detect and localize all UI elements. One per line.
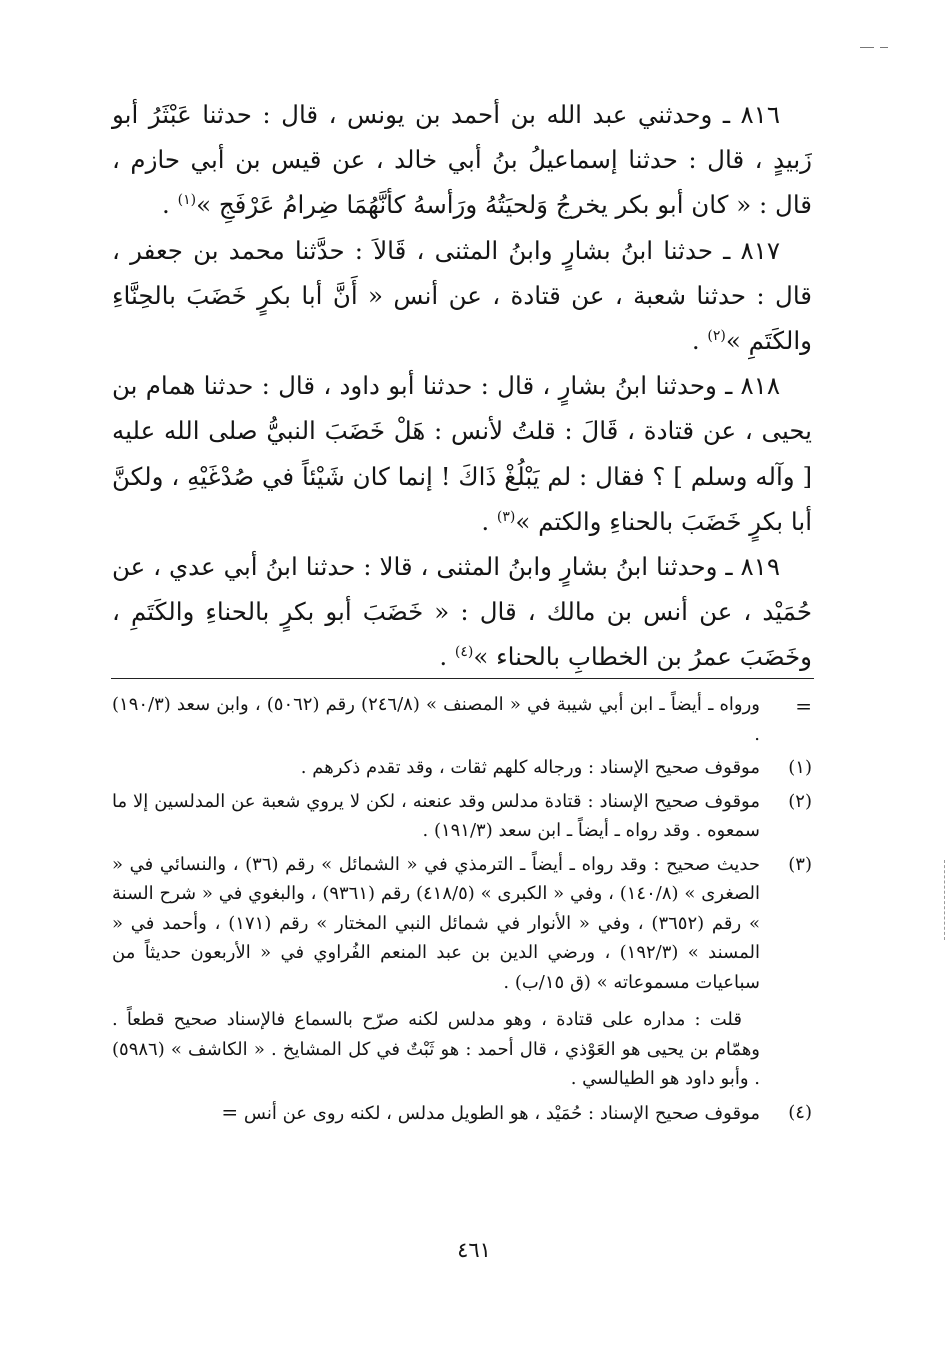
hadith-817 xyxy=(112,228,812,364)
footnote-label: (٣) xyxy=(788,853,812,875)
footnote-ref: (٤) xyxy=(454,644,474,661)
page-number: ٤٦١ xyxy=(457,1238,491,1262)
footnote-label: (٤) xyxy=(788,1101,812,1123)
hadith-816 xyxy=(112,92,812,228)
footnote-text: ورواه ـ أيضاً ـ ابن أبي شيبة في « المصنف » (٢٤٦/٨) رقم (٥٠٦٢) ، وابن سعد (١٩٠/٣) . xyxy=(112,694,760,745)
hadith-text: ٨١٩ ـ وحدثنا ابنُ بشارٍ وابنُ المثنى ، قالا : حدثنا ابنُ أبي عدي ، عن حُمَيْد ، عن أنس بن مالك ، قال : « خَضَبَ أبو بكرٍ بالحناءِ والكَتَمِ ، وخَضَبَ عمرُ بن الخطابِ بالحناء » xyxy=(112,552,812,672)
scan-edge-line xyxy=(944,860,945,940)
hadith-end: . xyxy=(691,326,708,356)
footnote-label: (٢) xyxy=(788,790,812,812)
footnote-1 xyxy=(112,753,812,783)
footnote-text: حديث صحيح : وقد رواه ـ أيضاً ـ الترمذي في « الشمائل » رقم (٣٦) ، والنسائي في « الصغرى » (١٤٠/٨) ، وفي « الكبرى » (٤١٨/٥) رقم (٩٣٦١) ، والبغوي في « شرح السنة » رقم (٣٦٥٢) ، وفي « الأنوار في شمائل النبي المختار » رقم (١٧١) ، وأحمد في « المسند » (١٩٢/٣) ، ورضي الدين بن عبد المنعم الفُراوي في « الأربعون حديثاً من سباعيات مسموعاته » (ق ١٥/ب) . xyxy=(112,853,761,993)
footnote-separator xyxy=(111,678,814,679)
scan-edge-mark xyxy=(860,47,874,48)
footnote-text: موقوف صحيح الإسناد : حُمَيْد ، هو الطويل مدلس ، لكنه روى عن أنس xyxy=(243,1102,760,1124)
footnote-3-note xyxy=(112,1005,812,1094)
hadith-end: . xyxy=(481,506,497,536)
hadith-text: ٨١٦ ـ وحدثني عبد الله بن أحمد بن يونس ، قال : حدثنا عَبْثَرُ أبو زَبيدٍ ، قال : حدثنا إسماعيلُ بنُ أبي خالد ، عن قيس بن أبي حازم ، قال : « كان أبو بكر يخرجُ وَلحيَتُهُ ورَأسهُ كأنَّهُمَا ضِرامُ عَرْفَجِ » xyxy=(112,100,812,220)
hadith-text: ٨١٧ ـ حدثنا ابنُ بشارٍ وابنُ المثنى ، قَالاَ : حدَّثنا محمد بن جعفر ، قال : حدثنا شعبة ، عن قتادة ، عن أنس « أَنَّ أبا بكرٍ خَضَبَ بالحِنَّاءِ والكَتَمِ » xyxy=(112,235,812,356)
scan-edge-mark xyxy=(880,47,888,48)
footnote-text: موقوف صحيح الإسناد : ورجاله كلهم ثقات ، وقد تقدم ذكرهم . xyxy=(300,757,760,778)
footnote-ref: (٣) xyxy=(496,508,516,525)
footnotes xyxy=(112,690,812,1132)
footnote-3 xyxy=(112,850,812,998)
continuation-marker: = xyxy=(221,1099,239,1124)
footnote-2 xyxy=(112,787,812,846)
hadith-end: . xyxy=(162,190,178,220)
footnote-ref: (١) xyxy=(177,192,197,209)
footnote-text: موقوف صحيح الإسناد : قتادة مدلس وقد عنعنه ، لكن لا يروي شعبة عن المدلسين إلا ما سمعوه . وقد رواه ـ أيضاً ـ ابن سعد (١٩١/٣) . xyxy=(112,790,760,841)
hadith-818 xyxy=(112,363,812,544)
main-text xyxy=(112,92,812,680)
footnote-label: (١) xyxy=(788,757,812,778)
footnote-note-text: قلت : مداره على قتادة ، وهو مدلس لكنه صرّح بالسماع فالإسناد صحيح قطعاً . وهمّام بن يحيى هو العَوْذي ، قال أحمد : هو ثَبْتٌ في كل المشايخ . « الكاشف » (٥٩٨٦) . وأبو داود هو الطيالسي . xyxy=(112,1009,760,1089)
hadith-text: ٨١٨ ـ وحدثنا ابنُ بشارٍ ، قال : حدثنا أبو داود ، قال : حدثنا همام بن يحيى ، عن قتادة ، قَالَ : قلتُ لأنس : هَلْ خَضَبَ النبيُّ صلى الله عليه [ وآله وسلم ] ؟ فقال : لم يَبْلُغْ ذَاكَ ! إنما كان شَيْئاً في صُدْغَيْهِ ، ولكنَّ أبا بكرٍ خَضَبَ بالحناءِ والكتم » xyxy=(112,371,812,536)
footnote-ref: (٢) xyxy=(707,327,726,344)
continuation-marker: = xyxy=(795,694,812,718)
footnote-continuation xyxy=(112,690,812,749)
hadith-end: . xyxy=(439,642,455,672)
hadith-819 xyxy=(112,544,812,680)
footnote-4 xyxy=(112,1098,812,1129)
